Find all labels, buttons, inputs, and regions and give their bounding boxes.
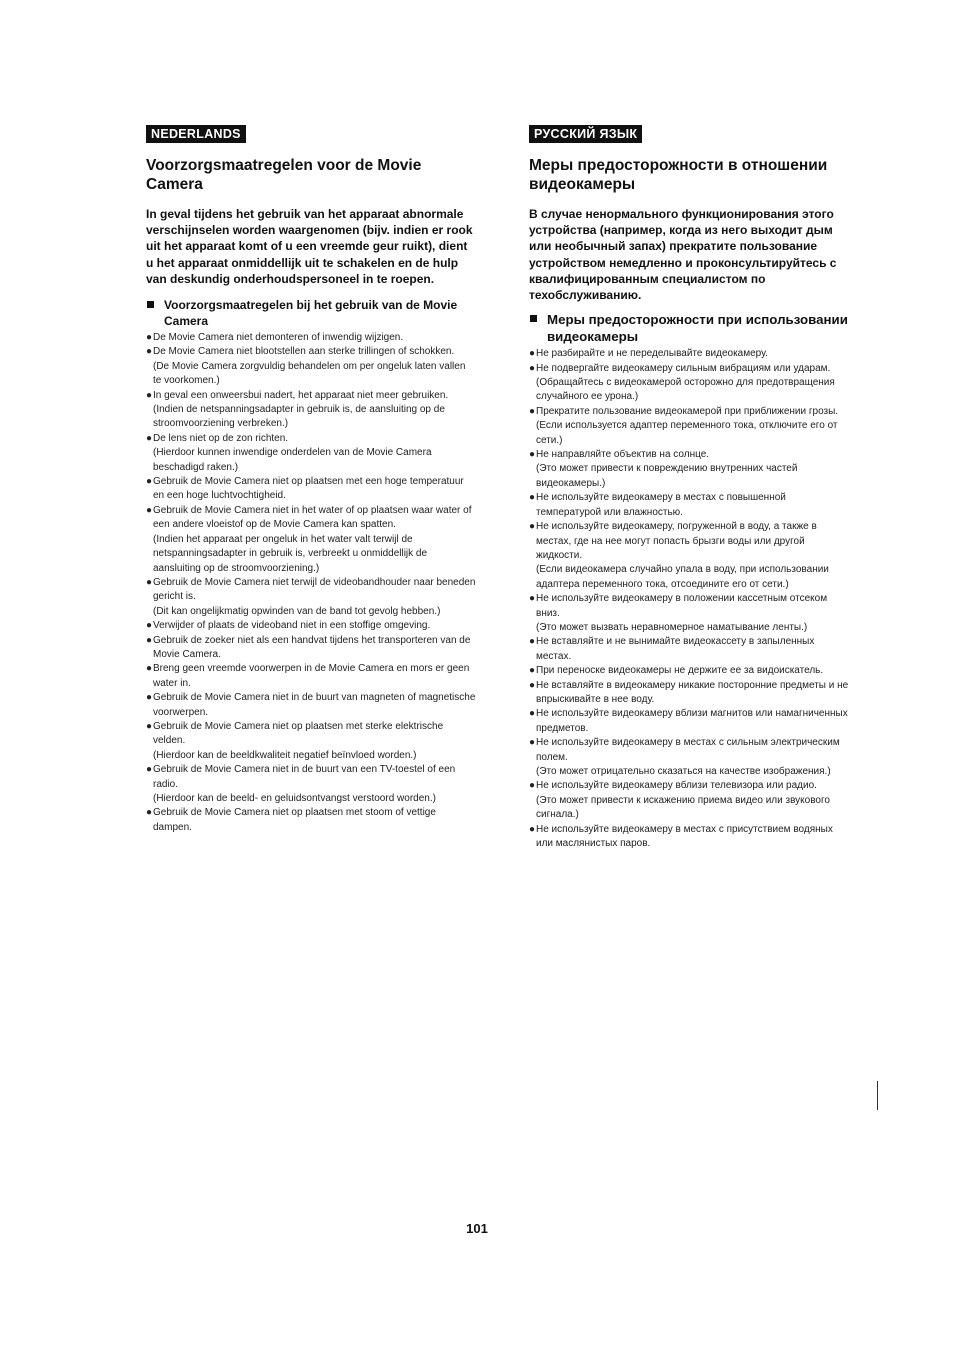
item-text: In geval een onweersbui nadert, het apparaat niet meer gebruiken. bbox=[153, 389, 449, 401]
item-text: Не вставляйте в видеокамеру никакие посторонние предметы и не впрыскивайте в нее воду. bbox=[536, 679, 849, 705]
language-tag-russian: РУССКИЙ ЯЗЫК bbox=[529, 125, 642, 143]
item-text: Не используйте видеокамеру вблизи магнитов или намагниченных предметов. bbox=[536, 708, 848, 734]
section-title-dutch: Voorzorgsmaatregelen voor de Movie Camera bbox=[146, 157, 422, 193]
item-text: Gebruik de Movie Camera niet in het water of op plaatsen waar water of een andere vloeistof op de Movie Camera kan spatten. bbox=[153, 504, 472, 531]
intro-warning-russian: В случае ненормального функционирования этого устройства (например, когда из него выходит дым или необычный запах) прекратите пользование устройством немедленно и проконсультируйтесь с квалифицированным специалистом по техобслуживанию. bbox=[529, 207, 837, 303]
bullet-icon: ● bbox=[146, 764, 153, 776]
bullet-icon: ● bbox=[529, 521, 536, 533]
item-text: Не направляйте объектив на солнце. bbox=[536, 449, 710, 461]
item-note: (Это может вызвать неравномерное наматывание ленты.) bbox=[536, 621, 808, 633]
item-text: De lens niet op de zon richten. bbox=[153, 432, 289, 444]
item-text: De Movie Camera niet blootstellen aan sterke trillingen of schokken. bbox=[153, 346, 455, 358]
item-note: (Это может привести к искажению приема видео или звукового сигнала.) bbox=[536, 794, 830, 821]
russian-column bbox=[529, 125, 851, 851]
list-item bbox=[146, 806, 476, 835]
list-item bbox=[146, 619, 476, 633]
item-text: Verwijder of plaats de videoband niet in een stoffige omgeving. bbox=[153, 620, 431, 632]
bullet-icon: ● bbox=[529, 665, 536, 677]
item-text: Не используйте видеокамеру в местах с сильным электрическим полем. bbox=[536, 737, 840, 763]
item-text: Не используйте видеокамеру в местах с присутствием водяных или маслянистых паров. bbox=[536, 823, 833, 850]
list-item bbox=[529, 448, 851, 491]
bullet-icon: ● bbox=[146, 807, 153, 819]
item-text: Gebruik de Movie Camera niet in de buurt van een TV-toestel of een radio. bbox=[153, 764, 456, 790]
section-title-russian: Меры предосторожности в отношении видеокамеры bbox=[529, 157, 828, 193]
list-item bbox=[529, 707, 851, 736]
bullet-icon: ● bbox=[529, 348, 536, 360]
bullet-icon: ● bbox=[146, 346, 153, 358]
item-text: Gebruik de Movie Camera niet op plaatsen met sterke elektrische velden. bbox=[153, 720, 444, 747]
item-note: (De Movie Camera zorgvuldig behandelen om per ongeluk laten vallen te voorkomen.) bbox=[153, 360, 466, 387]
list-item bbox=[529, 520, 851, 592]
bullet-icon: ● bbox=[529, 737, 536, 749]
item-note: (Обращайтесь с видеокамерой осторожно для предотвращения случайного ее урона.) bbox=[536, 377, 835, 403]
list-item bbox=[529, 679, 851, 708]
bullet-icon: ● bbox=[529, 492, 536, 504]
item-text: Gebruik de Movie Camera niet op plaatsen met stoom of vettige dampen. bbox=[153, 807, 436, 833]
bullet-icon: ● bbox=[529, 449, 536, 461]
item-note: (Это может привести к повреждению внутренних частей видеокамеры.) bbox=[536, 463, 798, 489]
list-item bbox=[529, 736, 851, 779]
precautions-list-russian bbox=[529, 347, 851, 851]
item-note: (Hierdoor kan de beeldkwaliteit negatief beïnvloed worden.) bbox=[153, 749, 417, 761]
list-item bbox=[529, 491, 851, 520]
item-note: (Hierdoor kan de beeld- en geluidsontvangst verstoord worden.) bbox=[153, 793, 436, 805]
list-item bbox=[146, 763, 476, 806]
item-text: Не используйте видеокамеру в местах с повышенной температурой или влажностью. bbox=[536, 492, 786, 518]
item-note: (Dit kan ongelijkmatig opwinden van de band tot gevolg hebben.) bbox=[153, 605, 441, 617]
item-text: Gebruik de Movie Camera niet in de buurt van magneten of magnetische voorwerpen. bbox=[153, 692, 476, 718]
item-text: Не подвергайте видеокамеру сильным вибрациям или ударам. bbox=[536, 362, 831, 374]
bullet-icon: ● bbox=[529, 823, 536, 835]
list-item bbox=[146, 345, 476, 388]
item-text: Не используйте видеокамеру вблизи телевизора или радио. bbox=[536, 780, 817, 792]
subheading-russian bbox=[529, 311, 851, 345]
subheading-text: Voorzorgsmaatregelen bij het gebruik van de Movie Camera bbox=[164, 298, 458, 329]
bullet-icon: ● bbox=[146, 620, 153, 632]
item-note: (Если используется адаптер переменного тока, отключите его от сети.) bbox=[536, 420, 838, 446]
list-item bbox=[529, 405, 851, 448]
bullet-icon: ● bbox=[529, 593, 536, 605]
language-tag-dutch: NEDERLANDS bbox=[146, 125, 246, 143]
item-text: Breng geen vreemde voorwerpen in de Movie Camera en mors er geen water in. bbox=[153, 663, 470, 689]
item-text: Gebruik de Movie Camera niet op plaatsen met een hoge temperatuur en een hoge luchtvochtigheid. bbox=[153, 476, 464, 502]
page-number: 101 bbox=[466, 1221, 488, 1236]
item-text: Gebruik de zoeker niet als een handvat tijdens het transporteren van de Movie Camera. bbox=[153, 634, 471, 660]
list-item bbox=[146, 504, 476, 576]
list-item bbox=[529, 347, 851, 361]
list-item bbox=[146, 662, 476, 691]
bullet-icon: ● bbox=[146, 432, 153, 444]
bullet-icon: ● bbox=[146, 720, 153, 732]
bullet-icon: ● bbox=[529, 405, 536, 417]
list-item bbox=[146, 432, 476, 475]
bullet-icon: ● bbox=[146, 476, 153, 488]
list-item bbox=[146, 634, 476, 663]
item-text: De Movie Camera niet demonteren of inwendig wijzigen. bbox=[153, 332, 404, 344]
margin-mark bbox=[877, 1081, 878, 1110]
bullet-icon: ● bbox=[146, 692, 153, 704]
item-text: Не используйте видеокамеру, погруженной в воду, а также в местах, где на нее могут попасть брызги воды или другой жидкости. bbox=[536, 521, 817, 561]
list-item bbox=[146, 720, 476, 763]
bullet-icon: ● bbox=[529, 708, 536, 720]
list-item bbox=[146, 691, 476, 720]
bullet-icon: ● bbox=[529, 780, 536, 792]
list-item bbox=[146, 389, 476, 432]
list-item bbox=[529, 635, 851, 664]
item-text: Не используйте видеокамеру в положении кассетным отсеком вниз. bbox=[536, 593, 828, 619]
item-note: (Это может отрицательно сказаться на качестве изображения.) bbox=[536, 766, 831, 777]
item-note: (Если видеокамера случайно упала в воду, при использовании адаптера переменного тока, отсоедините его от сети.) bbox=[536, 564, 829, 590]
list-item bbox=[146, 331, 476, 345]
bullet-icon: ● bbox=[146, 576, 153, 588]
item-text: При переноске видеокамеры не держите ее за видоискатель. bbox=[536, 665, 824, 677]
dutch-column bbox=[146, 125, 476, 835]
bullet-icon: ● bbox=[529, 362, 536, 374]
square-bullet-icon bbox=[530, 315, 537, 322]
bullet-icon: ● bbox=[146, 504, 153, 516]
bullet-icon: ● bbox=[146, 332, 153, 344]
bullet-icon: ● bbox=[529, 679, 536, 691]
bullet-icon: ● bbox=[146, 663, 153, 675]
list-item bbox=[529, 362, 851, 405]
bullet-icon: ● bbox=[146, 389, 153, 401]
item-text: Не вставляйте и не вынимайте видеокассету в запыленных местах. bbox=[536, 636, 815, 662]
item-note: (Indien de netspanningsadapter in gebruik is, de aansluiting op de stroomvoorziening verbreken.) bbox=[153, 404, 445, 430]
item-text: Не разбирайте и не переделывайте видеокамеру. bbox=[536, 348, 768, 360]
list-item bbox=[529, 823, 851, 852]
subheading-text: Меры предосторожности при использовании видеокамеры bbox=[547, 312, 848, 345]
list-item bbox=[529, 779, 851, 822]
subheading-dutch bbox=[146, 297, 476, 329]
item-note: (Indien het apparaat per ongeluk in het water valt terwijl de netspanningsadapter in gebruik is, verbreekt u onmiddellijk de aansluiting op de stroomvoorziening.) bbox=[153, 533, 428, 574]
list-item bbox=[146, 475, 476, 504]
item-text: Прекратите пользование видеокамерой при приближении грозы. bbox=[536, 405, 839, 417]
bullet-icon: ● bbox=[529, 636, 536, 648]
list-item bbox=[146, 576, 476, 619]
square-bullet-icon bbox=[147, 301, 154, 308]
item-text: Gebruik de Movie Camera niet terwijl de videobandhouder naar beneden gericht is. bbox=[153, 576, 476, 603]
bullet-icon: ● bbox=[146, 634, 153, 646]
precautions-list-dutch bbox=[146, 331, 476, 835]
list-item bbox=[529, 664, 851, 678]
item-note: (Hierdoor kunnen inwendige onderdelen van de Movie Camera beschadigd raken.) bbox=[153, 447, 432, 473]
list-item bbox=[529, 592, 851, 635]
intro-warning-dutch: In geval tijdens het gebruik van het apparaat abnormale verschijnselen worden waargenomen (bijv. indien er rook uit het apparaat komt of u een vreemde geur ruikt), dient u het apparaat onmiddellijk uit te schakelen en de hulp van deskundig onderhoudspersoneel in te roepen. bbox=[146, 207, 473, 286]
